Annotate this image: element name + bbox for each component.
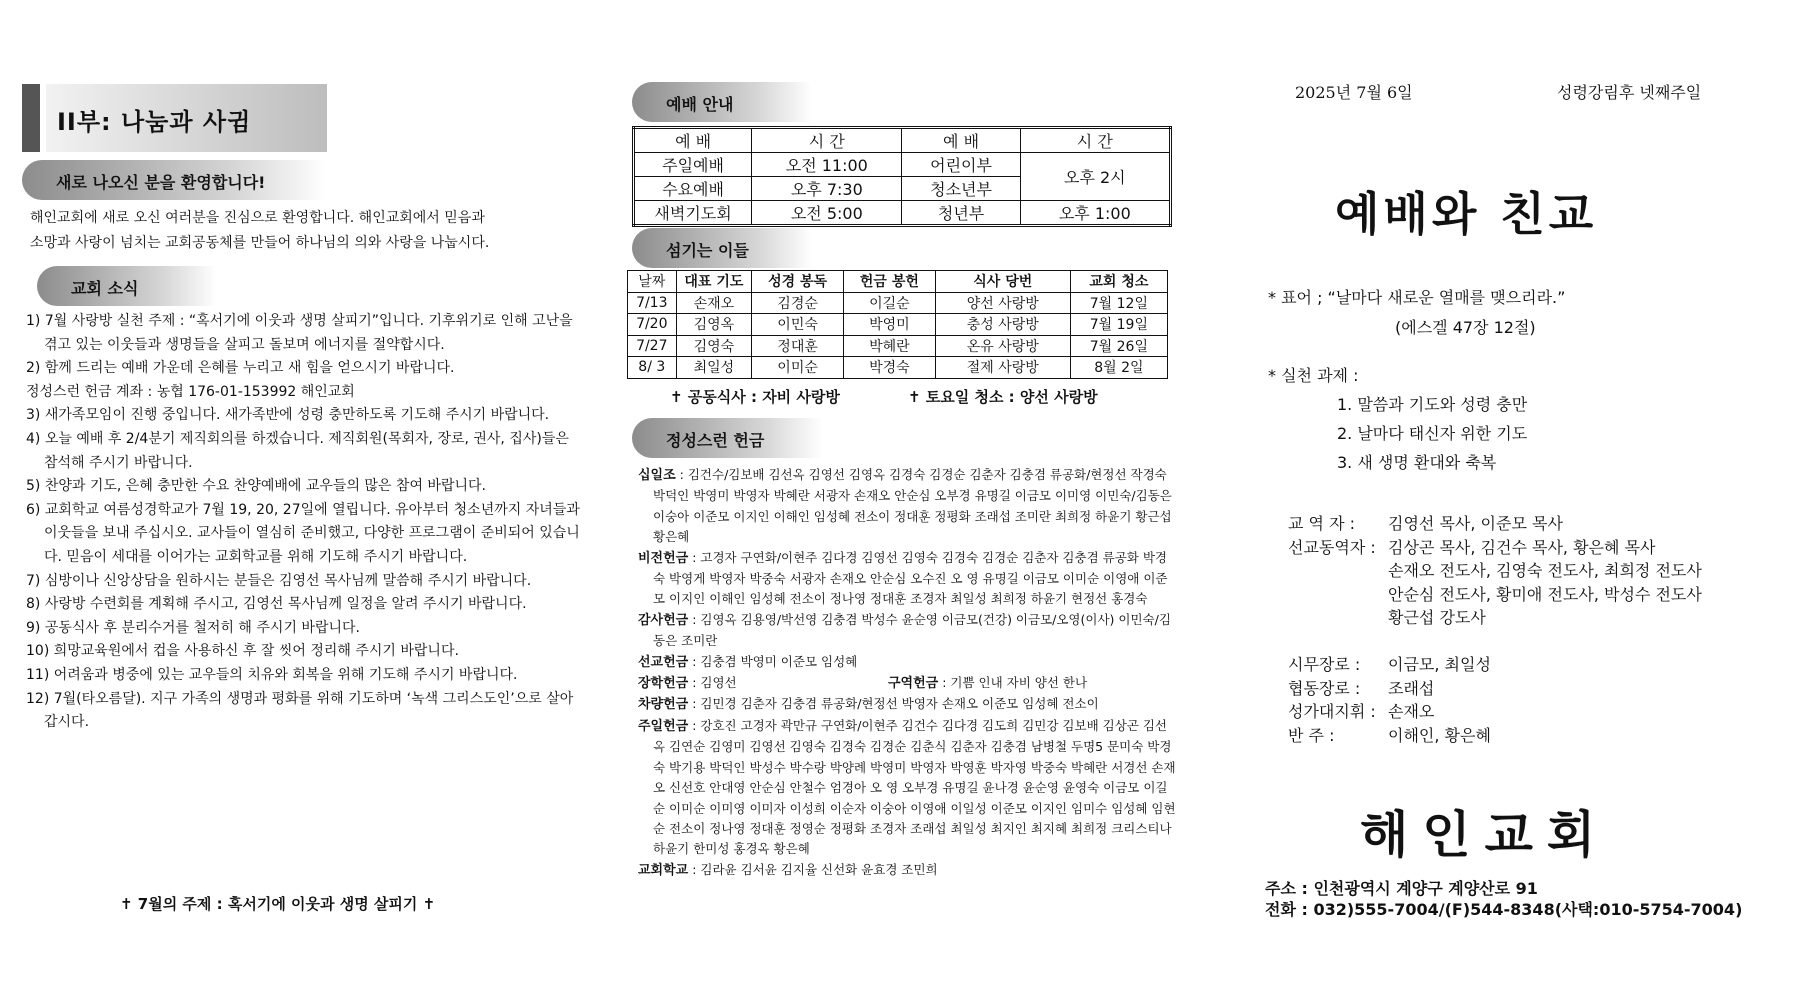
staff-row: [1288, 606, 1702, 630]
worship-cell: 오후 2시: [1020, 153, 1170, 201]
staff-row: [1288, 583, 1702, 607]
liturgical-sunday: 성령강림후 넷째주일: [1557, 83, 1702, 102]
offering-entry: [638, 716, 1178, 860]
servers-cell: 정대훈: [752, 335, 844, 357]
staff-row: [1288, 536, 1702, 560]
news-item: 7) 심방이나 신앙상담을 원하시는 분들은 김영선 목사님께 말씀해 주시기 바랍니다.: [26, 572, 532, 589]
welcome-text-line-2: 소망과 사랑이 넘치는 교회공동체를 만들어 하나님의 의와 사랑을 나눕시다.: [30, 235, 490, 251]
servers-cell: 8/ 3: [628, 357, 677, 379]
staff-role: [1288, 630, 1388, 654]
servers-cell: 박영미: [843, 314, 935, 336]
news-item: 4) 오늘 예배 후 2/4분기 제직회의를 하겠습니다. 제직회원(목회자, 장로, 권사, 집사)들은 참석해 주시기 바랍니다.: [26, 430, 569, 471]
news-item: 10) 희망교육원에서 컵을 사용하신 후 잘 씻어 정리해 주시기 바랍니다.: [26, 643, 459, 660]
staff-names: 이금모, 최일성: [1388, 655, 1491, 674]
offering-label: 비전헌금: [638, 550, 689, 566]
staff-names: 손재오 전도사, 김영숙 전도사, 최희정 전도사: [1388, 561, 1702, 580]
worship-cell: 오후 1:00: [1020, 201, 1170, 226]
servers-cell: 김경순: [752, 292, 844, 314]
servers-cell: 박혜란: [843, 335, 935, 357]
offering-label: 차량헌금: [638, 697, 689, 713]
servers-cell: 양선 사랑방: [935, 292, 1070, 314]
servers-row: [628, 335, 1168, 357]
staff-row: [1288, 724, 1702, 748]
servers-header-cell: 헌금 봉헌: [843, 271, 935, 293]
worship-cell: 오전 11:00: [752, 153, 902, 177]
worship-tab-label: 예배 안내: [666, 95, 734, 114]
servers-row: [628, 292, 1168, 314]
servers-header-cell: 교회 청소: [1070, 271, 1167, 293]
servers-cell: 7/13: [628, 292, 677, 314]
servers-cell: 이길순: [843, 292, 935, 314]
servers-tab-label: 섬기는 이들: [666, 241, 749, 260]
worship-cell: 새벽기도회: [634, 201, 752, 226]
offering-tab: [632, 418, 822, 458]
news-item: 2) 함께 드리는 예배 가운데 은혜를 누리고 새 힘을 얻으시기 바랍니다.: [26, 360, 455, 377]
servers-cell: 이미순: [752, 357, 844, 379]
practice-item: 1. 말씀과 기도와 성령 충만: [1337, 395, 1528, 414]
news-item: 3) 새가족모임이 진행 중입니다. 새가족반에 성령 충만하도록 기도해 주시기 바랍니다.: [26, 407, 550, 424]
servers-row: [628, 314, 1168, 336]
contact-info: [1265, 878, 1742, 920]
staff-names: 김영선 목사, 이준모 목사: [1388, 514, 1563, 533]
news-item: 정성스런 헌금 계좌 : 농협 176-01-153992 해인교회: [26, 383, 355, 400]
offering-label: 십일조: [638, 468, 676, 483]
staff-names: 안순심 전도사, 황미애 전도사, 박성수 전도사: [1388, 584, 1702, 604]
servers-cell: 7/27: [628, 335, 677, 357]
worship-header-cell: 시 간: [752, 128, 902, 153]
worship-header-row: [634, 128, 1171, 153]
staff-names: 조래섭: [1388, 678, 1435, 698]
church-name: 해인교회: [1360, 806, 1610, 864]
staff-row: [1288, 559, 1702, 583]
staff-row: [1288, 653, 1702, 677]
offering-label: 감사헌금: [638, 612, 689, 628]
news-item: 6) 교회학교 여름성경학교가 7월 19, 20, 27일에 열립니다. 유아부터 청소년까지 자녀들과 이웃들을 보내 주십시오. 교사들이 열심히 준비했고, 다양한 프로그램이 준비되어 있습니다. 믿음이 세대를 이어가는 교회학교를 위해 기도해 주시기 바랍니다.: [26, 501, 580, 565]
welcome-text-line-1: 해인교회에 새로 오신 여러분을 진심으로 환영합니다. 해인교회에서 믿음과: [30, 210, 485, 226]
servers-cell: 절제 사랑방: [935, 357, 1070, 379]
news-item: 1) 7월 사랑방 실천 주제 : “혹서기에 이웃과 생명 살피기”입니다. 기후위기로 인해 고난을 겪고 있는 이웃들과 생명들을 살피고 돌보며 에너지를 절약합시다.: [26, 313, 573, 353]
worship-row: [634, 201, 1171, 226]
offering-names: : 김충겸 박영미 이준모 임성혜: [688, 653, 858, 669]
worship-header-cell: 예 배: [634, 128, 752, 153]
staff-role: 선교동역자 :: [1288, 537, 1376, 557]
practice-list: [1337, 390, 1527, 477]
offering-names: : 김라윤 김서윤 김지율 신선화 윤효경 조민희: [688, 861, 938, 877]
welcome-text: [30, 206, 590, 256]
part-header-bar: [22, 84, 40, 152]
part-header: [22, 84, 327, 152]
worship-cell: 오전 5:00: [752, 201, 902, 226]
servers-cell: 충성 사랑방: [935, 314, 1070, 336]
motto: * 표어 ; “날마다 새로운 열매를 맺으리라.”: [1268, 288, 1566, 307]
staff-role: 반 주 :: [1288, 725, 1335, 745]
news-item: 8) 사랑방 수련회를 계획해 주시고, 김영선 목사님께 일정을 알려 주시기 바랍니다.: [26, 596, 527, 613]
staff-role: [1288, 606, 1388, 630]
welcome-tab-label: 새로 나오신 분을 환영합니다!: [56, 173, 266, 192]
worship-table: [632, 126, 1172, 227]
worship-cell: 수요예배: [634, 177, 752, 201]
offering-entry: [638, 610, 1178, 652]
news-item: 12) 7월(타오름달). 지구 가족의 생명과 평화를 위해 기도하며 ‘녹색 그리스도인’으로 살아갑시다.: [26, 690, 574, 731]
servers-header-cell: 날짜: [628, 271, 677, 293]
staff-row: [1288, 700, 1702, 724]
phone: 전화 : 032)555-7004/(F)544-8348(사택:010-5754-7004): [1265, 900, 1743, 919]
offering-names: : 김민경 김춘자 김충겸 류공화/현정선 박영자 손재오 이준모 임성혜 전소이: [688, 696, 1099, 712]
servers-cell: 온유 사랑방: [935, 335, 1070, 357]
servers-cell: 이민숙: [752, 314, 844, 336]
servers-cell: 최일성: [676, 357, 752, 379]
offering-names: : 고경자 구연화/이현주 김다경 김영선 김영숙 김경숙 김경순 김춘자 김충겸 류공화 박경숙 박영게 박영자 박중숙 서광자 손재오 안순심 오수진 오 영 유명길 이금모 이미순 이영애 이준모 이지인 이해인 임성혜 전소이 정나영 정대훈 조경자 최일성 최희정 하윤기 현정선 홍경숙: [653, 549, 1168, 607]
servers-header-cell: 대표 기도: [676, 271, 752, 293]
welcome-tab: [22, 160, 327, 200]
worship-tab: [632, 82, 812, 122]
worship-cell: 어린이부: [902, 153, 1020, 177]
servers-cell: 김영옥: [676, 314, 752, 336]
offering-entry: [638, 465, 1178, 548]
offering-tab-label: 정성스런 헌금: [666, 431, 765, 450]
worship-cell: 오후 7:30: [752, 177, 902, 201]
news-item: 9) 공동식사 후 분리수거를 철저히 해 주시기 바랍니다.: [26, 619, 360, 636]
servers-row: [628, 357, 1168, 379]
offering-entry-pair: [638, 673, 1178, 694]
staff-role: [1288, 583, 1388, 607]
staff-role: [1288, 559, 1388, 583]
offering-entry: [638, 548, 1178, 610]
staff-names: 김상곤 목사, 김건수 목사, 황은혜 목사: [1388, 537, 1656, 557]
staff-list: [1288, 512, 1702, 747]
offering-entry: [638, 652, 1178, 673]
address: 주소 : 인천광역시 계양구 계양산로 91: [1265, 879, 1538, 898]
worship-header-cell: 예 배: [902, 128, 1020, 153]
news-list: [26, 310, 586, 735]
offering-list: [638, 465, 1178, 881]
staff-row: [1288, 677, 1702, 701]
servers-cell: 김영숙: [676, 335, 752, 357]
offering-label: 주일헌금: [638, 718, 689, 734]
servers-tab: [632, 228, 812, 268]
servers-cell: 7월 26일: [1070, 335, 1167, 357]
staff-role: 교 역 자 :: [1288, 514, 1356, 533]
staff-names: 황근섭 강도사: [1388, 608, 1486, 627]
offering-entry: [888, 675, 1087, 690]
motto-reference: (에스겔 47장 12절): [1395, 318, 1536, 337]
servers-table: [627, 270, 1168, 379]
offering-names: : 강호진 고경자 곽만규 구연화/이현주 김건수 김다경 김도희 김민강 김보배 김상곤 김선옥 김연순 김영미 김영선 김영숙 김경숙 김경순 김춘식 김춘자 김충겸 남병철 두명5 문미숙 박경숙 박기용 박덕인 박성수 박수랑 박양례 박영미 박영자 박영훈 박자영 박중숙 박혜란 서경선 손재오 신선호 안대영 안순심 안철수 엄경아 오 영 오부경 유명길 윤나경 윤순영 윤영숙 이금모 이길순 이미순 이미영 이미자 이성희 이순자 이숭아 이영애 이일성 이준모 이지인 임미수 임성혜 임현순 전소이 정나영 정대훈 정영순 정평화 조경자 조래섭 최일성 최지인 최지혜 최희정 크리스티나 하윤기 한미성 홍경옥 황은혜: [653, 717, 1176, 857]
staff-spacer: [1288, 630, 1702, 654]
servers-header-cell: 성경 봉독: [752, 271, 844, 293]
worship-cell: 주일예배: [634, 153, 752, 177]
worship-header-cell: 시 간: [1020, 128, 1170, 153]
servers-cell: 손재오: [676, 292, 752, 314]
news-tab: [37, 266, 217, 306]
staff-row: [1288, 512, 1702, 536]
worship-cell: 청소년부: [902, 177, 1020, 201]
offering-names: : 김건수/김보배 김선옥 김영선 김영옥 김경숙 김경순 김춘자 김충겸 류공화/현정선 작경숙 박덕인 박영미 박영자 박혜란 서광자 손재오 안순심 오부경 유명길 이금모 이미영 이민숙/김동은 이숭아 이준모 이지인 이해인 임성혜 전소이 정대훈 정평화 조래섭 조미란 최희정 하윤기 황근섭 황은혜: [653, 467, 1172, 545]
news-item: 5) 찬양과 기도, 은혜 충만한 수요 찬양예배에 교우들의 많은 참여 바랍니다.: [26, 478, 486, 495]
monthly-theme: ✝ 7월의 주제 : 혹서기에 이웃과 생명 살피기 ✝: [120, 895, 436, 913]
offering-names: : 김영옥 김용영/박선영 김충겸 박성수 윤순영 이금모(건강) 이금모/오영(이사) 이민숙/김동은 조미란: [653, 611, 1171, 649]
offering-entry: [638, 694, 1178, 715]
staff-names: 손재오: [1388, 702, 1435, 721]
offering-label: 선교헌금: [638, 654, 689, 670]
offering-entry: [638, 860, 1178, 881]
worship-row: [634, 153, 1171, 177]
practice-label: * 실천 과제 :: [1268, 366, 1359, 385]
offering-names: : 기쁨 인내 자비 양선 한나: [938, 675, 1088, 691]
bulletin-title: 예배와 친교: [1335, 187, 1598, 241]
practice-item: 3. 새 생명 환대와 축복: [1337, 453, 1497, 472]
staff-role: 협동장로 :: [1288, 678, 1361, 698]
servers-cell: 7/20: [628, 314, 677, 336]
worship-cell: 청년부: [902, 201, 1020, 226]
practice-item: 2. 날마다 태신자 위한 기도: [1337, 424, 1528, 443]
news-item: 11) 어려움과 병중에 있는 교우들의 치유와 회복을 위해 기도해 주시기 바랍니다.: [26, 666, 518, 683]
servers-cell: 7월 12일: [1070, 292, 1167, 314]
offering-names: : 김영선: [688, 675, 737, 691]
news-tab-label: 교회 소식: [71, 279, 139, 298]
servers-header-cell: 식사 당번: [935, 271, 1070, 293]
bulletin-date: 2025년 7월 6일: [1295, 83, 1413, 102]
offering-entry: [638, 673, 888, 694]
offering-label: 구역헌금: [888, 676, 939, 692]
offering-label: 교회학교: [638, 862, 689, 878]
servers-cell: 8월 2일: [1070, 357, 1167, 379]
servers-header-row: [628, 271, 1168, 293]
staff-role: 시무장로 :: [1288, 655, 1361, 674]
offering-label: 장학헌금: [638, 676, 689, 692]
cleaning-note: ✝ 토요일 청소 : 양선 사랑방: [908, 388, 1098, 406]
meal-note: ✝ 공동식사 : 자비 사랑방: [670, 388, 840, 406]
staff-names: 이해인, 황은혜: [1388, 725, 1491, 745]
staff-role: 성가대지휘 :: [1288, 702, 1376, 721]
servers-cell: 박경숙: [843, 357, 935, 379]
servers-cell: 7월 19일: [1070, 314, 1167, 336]
part-title: II부: 나눔과 사귐: [57, 108, 252, 136]
